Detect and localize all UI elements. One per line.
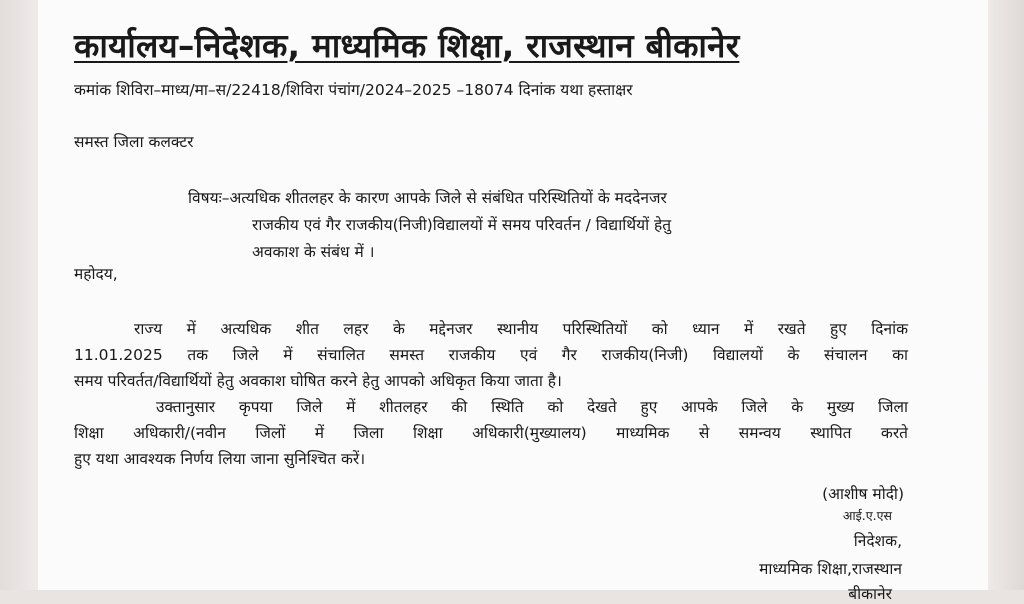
subject-block xyxy=(188,185,856,266)
signatory-designation: निदेशक, xyxy=(853,532,902,550)
signatory-name: (आशीष मोदी) xyxy=(822,485,904,503)
body-line: समय परिवर्तत/विद्यार्थियों हेतु अवकाश घोषित करने हेतु आपको अधिकृत किया जाता है। xyxy=(74,372,562,390)
document-page xyxy=(38,0,988,603)
office-heading: कार्यालय–निदेशक, माध्यमिक शिक्षा, राजस्थान बीकानेर xyxy=(74,26,740,65)
signatory-department: माध्यमिक शिक्षा,राजस्थान xyxy=(759,560,902,578)
body-line: उक्तानुसार कृपया जिले में शीतलहर की स्थिति को देखते हुए आपके जिले के मुख्य जिला xyxy=(156,398,908,416)
body-line: 11.01.2025 तक जिले में संचालित समस्त राजकीय एवं गैर राजकीय(निजी) विद्यालयों के संचालन का xyxy=(74,346,908,364)
background-right-edge xyxy=(988,0,1024,590)
body-line: शिक्षा अधिकारी/(नवीन जिलों में जिला शिक्षा अधिकारी(मुख्यालय) माध्यमिक से समन्वय स्थापित करते xyxy=(74,424,908,442)
salutation: महोदय, xyxy=(74,265,118,283)
subject-line-1: विषयः–अत्यधिक शीतलहर के कारण आपके जिले से संबंधित परिस्थितियों के मददेनजर xyxy=(188,189,667,207)
body-line: हुए यथा आवश्यक निर्णय लिया जाना सुनिश्चित करें। xyxy=(74,450,366,468)
reference-number-line: कमांक शिविरा–माध्य/मा–स/22418/शिविरा पंचांग/2024–2025 –18074 दिनांक यथा हस्ताक्षर xyxy=(74,81,633,99)
recipient-line: समस्त जिला कलक्टर xyxy=(74,133,194,151)
body-paragraph-1 xyxy=(74,316,908,394)
subject-line-2: राजकीय एवं गैर राजकीय(निजी)विद्यालयों में समय परिवर्तन / विद्यार्थियों हेतु xyxy=(252,216,672,234)
body-line: राज्य में अत्यधिक शीत लहर के मद्देनजर स्थानीय परिस्थितियों को ध्यान में रखते हुए दिनांक xyxy=(134,320,908,338)
letter-body xyxy=(74,316,908,472)
signatory-service: आई.ए.एस xyxy=(842,508,892,523)
body-paragraph-2 xyxy=(74,394,908,472)
signatory-city: बीकानेर xyxy=(848,585,892,603)
background-left-edge xyxy=(0,0,38,590)
subject-line-3: अवकाश के संबंध में । xyxy=(252,243,375,261)
